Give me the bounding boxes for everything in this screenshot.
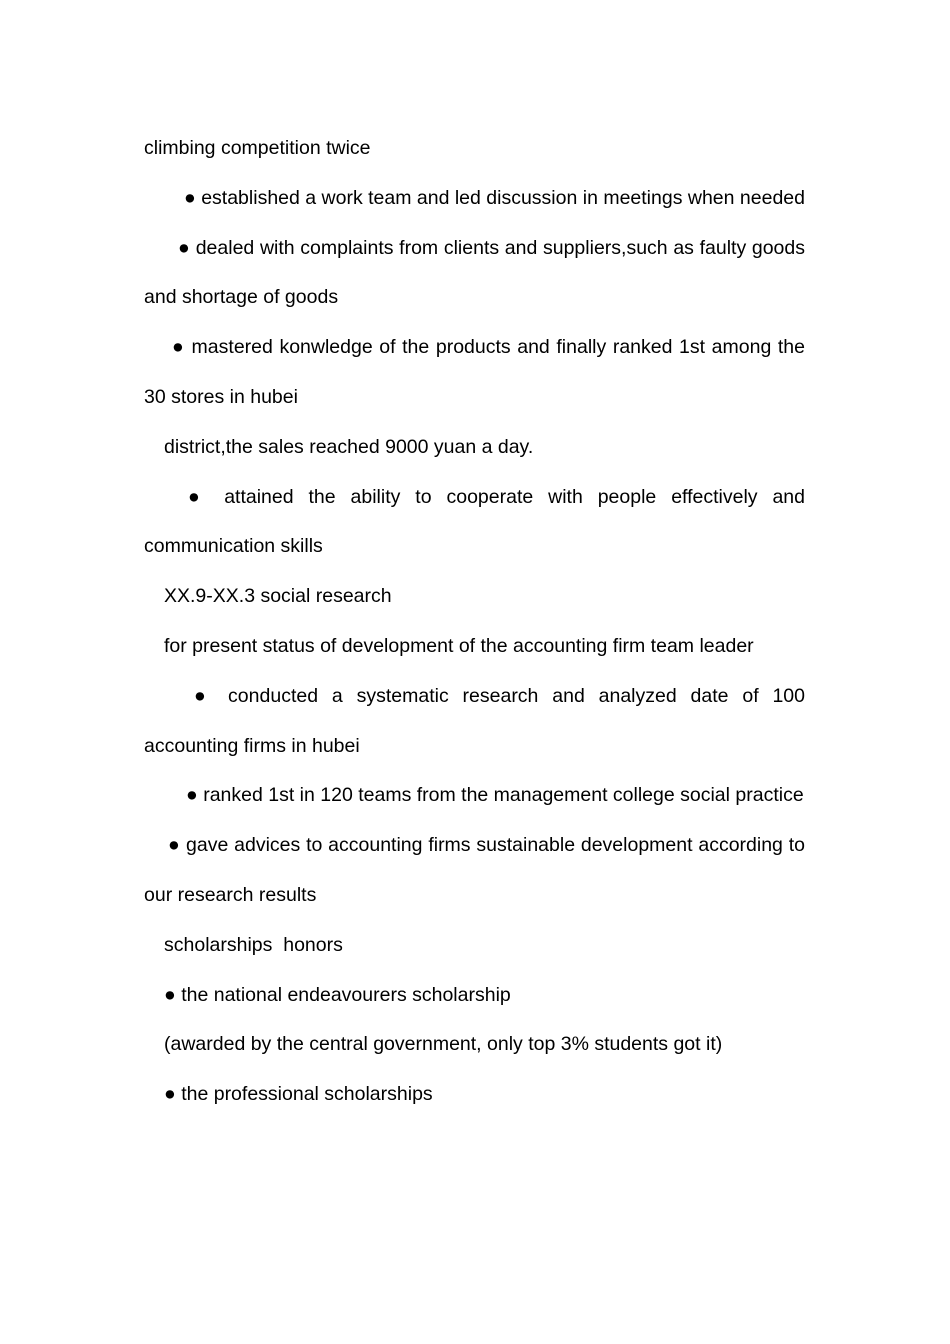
bullet-ranked-first: ● ranked 1st in 120 teams from the management college social practice xyxy=(186,784,804,807)
paragraph-climbing: climbing competition twice xyxy=(144,137,371,159)
bullet-complaints: ● dealed with complaints from clients and suppliers,such as faulty goods and shortage of goods xyxy=(144,236,805,309)
paragraph-district-sales: district,the sales reached 9000 yuan a day. xyxy=(164,435,534,458)
bullet-advices: ● gave advices to accounting firms sustainable development according to our research results xyxy=(144,834,805,906)
document-page xyxy=(144,124,805,1120)
bullet-work-team: ● established a work team and led discussion in meetings when needed xyxy=(184,186,805,209)
bullet-professional-scholarships: ● the professional scholarships xyxy=(164,1083,433,1106)
paragraph-awarded-by: (awarded by the central government, only top 3% students got it) xyxy=(164,1033,723,1056)
bullet-products-knowledge: ● mastered konwledge of the products and finally ranked 1st among the 30 stores in hubei xyxy=(144,336,805,408)
heading-scholarships-honors: scholarships honors xyxy=(164,933,343,956)
heading-social-research: XX.9-XX.3 social research xyxy=(164,585,392,608)
bullet-cooperation: ● attained the ability to cooperate with people effectively and communication skills xyxy=(144,485,805,558)
bullet-systematic-research: ● conducted a systematic research and analyzed date of 100 accounting firms in hubei xyxy=(144,684,805,757)
bullet-national-scholarship: ● the national endeavourers scholarship xyxy=(164,983,511,1006)
paragraph-research-topic: for present status of development of the accounting firm team leader xyxy=(164,634,754,657)
